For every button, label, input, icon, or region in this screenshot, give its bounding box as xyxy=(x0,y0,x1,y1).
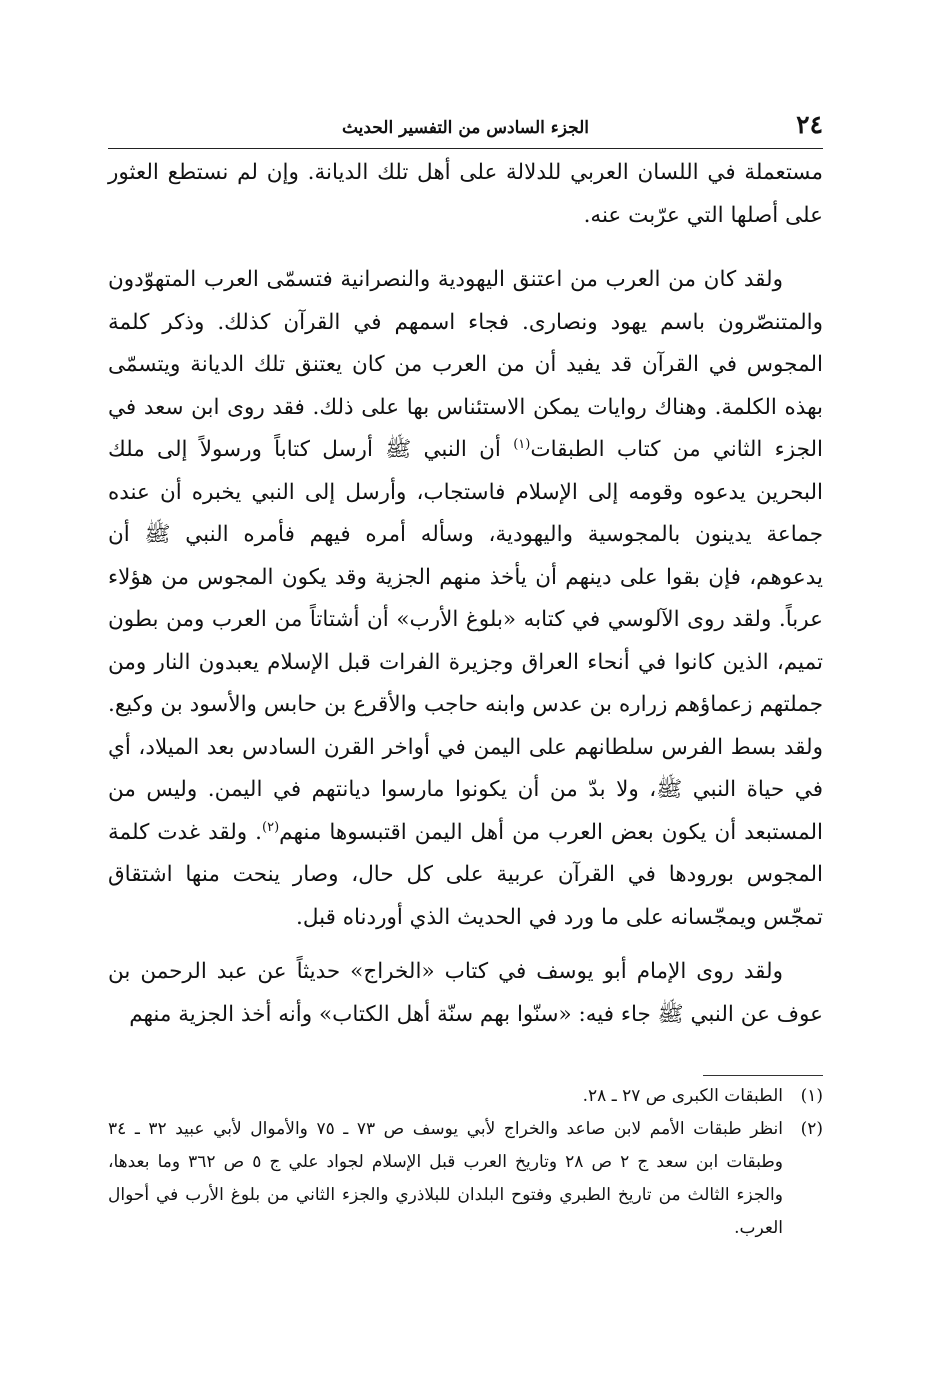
paragraph-2 xyxy=(108,259,823,939)
paragraph-1: مستعملة في اللسان العربي للدلالة على أهل تلك الديانة. وإن لم نستطع العثور على أصلها التي عرّبت عنه. xyxy=(108,160,823,228)
page-number: ٢٤ xyxy=(796,110,823,139)
running-header xyxy=(108,108,823,149)
footnote-1 xyxy=(108,1080,823,1113)
paragraph-3: ولقد روى الإمام أبو يوسف في كتاب «الخراج» حديثاً عن عبد الرحمن بن عوف عن النبي ﷺ جاء فيه: «سنّوا بهم سنّة أهل الكتاب» وأنه أخذ الجزية منهم xyxy=(108,959,823,1027)
footnote-number: (٢) xyxy=(800,1119,823,1139)
running-title: الجزء السادس من التفسير الحديث xyxy=(341,118,590,138)
footnote-number: (١) xyxy=(800,1086,823,1106)
main-text xyxy=(108,152,823,1036)
footnote-text: الطبقات الكبرى ص ٢٧ ـ ٢٨. xyxy=(582,1086,783,1106)
footnote-ref-1[interactable]: (١) xyxy=(513,436,531,452)
paragraph-2-part-a: ولقد كان من العرب من اعتنق اليهودية والنصرانية فتسمّى العرب المتهوّدون والمتنصّرون باسم يهود ونصارى. فجاء اسمهم في القرآن كذلك. وذكر كلمة المجوس في القرآن قد يفيد أن من العرب من كان يعتنق تلك الديانة ويتسمّى بهذه الكلمة. وهناك روايات يمكن الاستئناس بها على ذلك. فقد روى ابن سعد في الجزء الثاني من كتاب الطبقات xyxy=(108,267,823,462)
paragraph-2-part-b: أن النبي ﷺ أرسل كتاباً ورسولاً إلى ملك البحرين يدعوه وقومه إلى الإسلام فاستجاب، وأرسل إلى النبي يخبره أن عنده جماعة يدينون بالمجوسية واليهودية، وسأله أمره فيهم فأمره النبي ﷺ أن يدعوهم، فإن بقوا على دينهم أن يأخذ منهم الجزية وقد يكون المجوس من هؤلاء عرباً. ولقد روى الآلوسي في كتابه «بلوغ الأرب» أن أشتاتاً من العرب ومن بطون تميم، الذين كانوا في أنحاء العراق وجزيرة الفرات قبل الإسلام يعبدون النار ومن جملتهم زعماؤهم زراره بن عدس وابنه حاجب والأقرع بن حابس والأسود بن وكيع. ولقد بسط الفرس سلطانهم على اليمن في أواخر القرن السادس بعد الميلاد، أي في حياة النبي ﷺ، ولا بدّ من أن يكونوا مارسوا ديانتهم في اليمن. وليس من المستبعد أن يكون بعض العرب من أهل اليمن اقتبسوها منهم xyxy=(108,437,823,845)
footnotes xyxy=(108,1075,823,1245)
paragraph-2-part-c: . ولقد غدت كلمة المجوس بورودها في القرآن عربية على كل حال، وصار ينحت منها اشتقاق تمجّس ويمجّسانه على ما ورد في الحديث الذي أوردناه قبل. xyxy=(108,819,823,930)
footnote-text: انظر طبقات الأمم لابن صاعد والخراج لأبي يوسف ص ٧٣ ـ ٧٥ والأموال لأبي عبيد ٣٢ ـ ٣٤ وطبقات ابن سعد ج ٢ ص ٢٨ وتاريخ العرب قبل الإسلام لجواد علي ج ٥ ص ٣٦٢ وما بعدها، والجزء الثالث من تاريخ الطبري وفتوح البلدان للبلاذري والجزء الثاني من بلوغ الأرب في أحوال العرب. xyxy=(108,1119,783,1238)
footnote-divider xyxy=(703,1075,823,1076)
footnote-ref-2[interactable]: (٢) xyxy=(262,819,280,835)
footnote-2 xyxy=(108,1113,823,1245)
